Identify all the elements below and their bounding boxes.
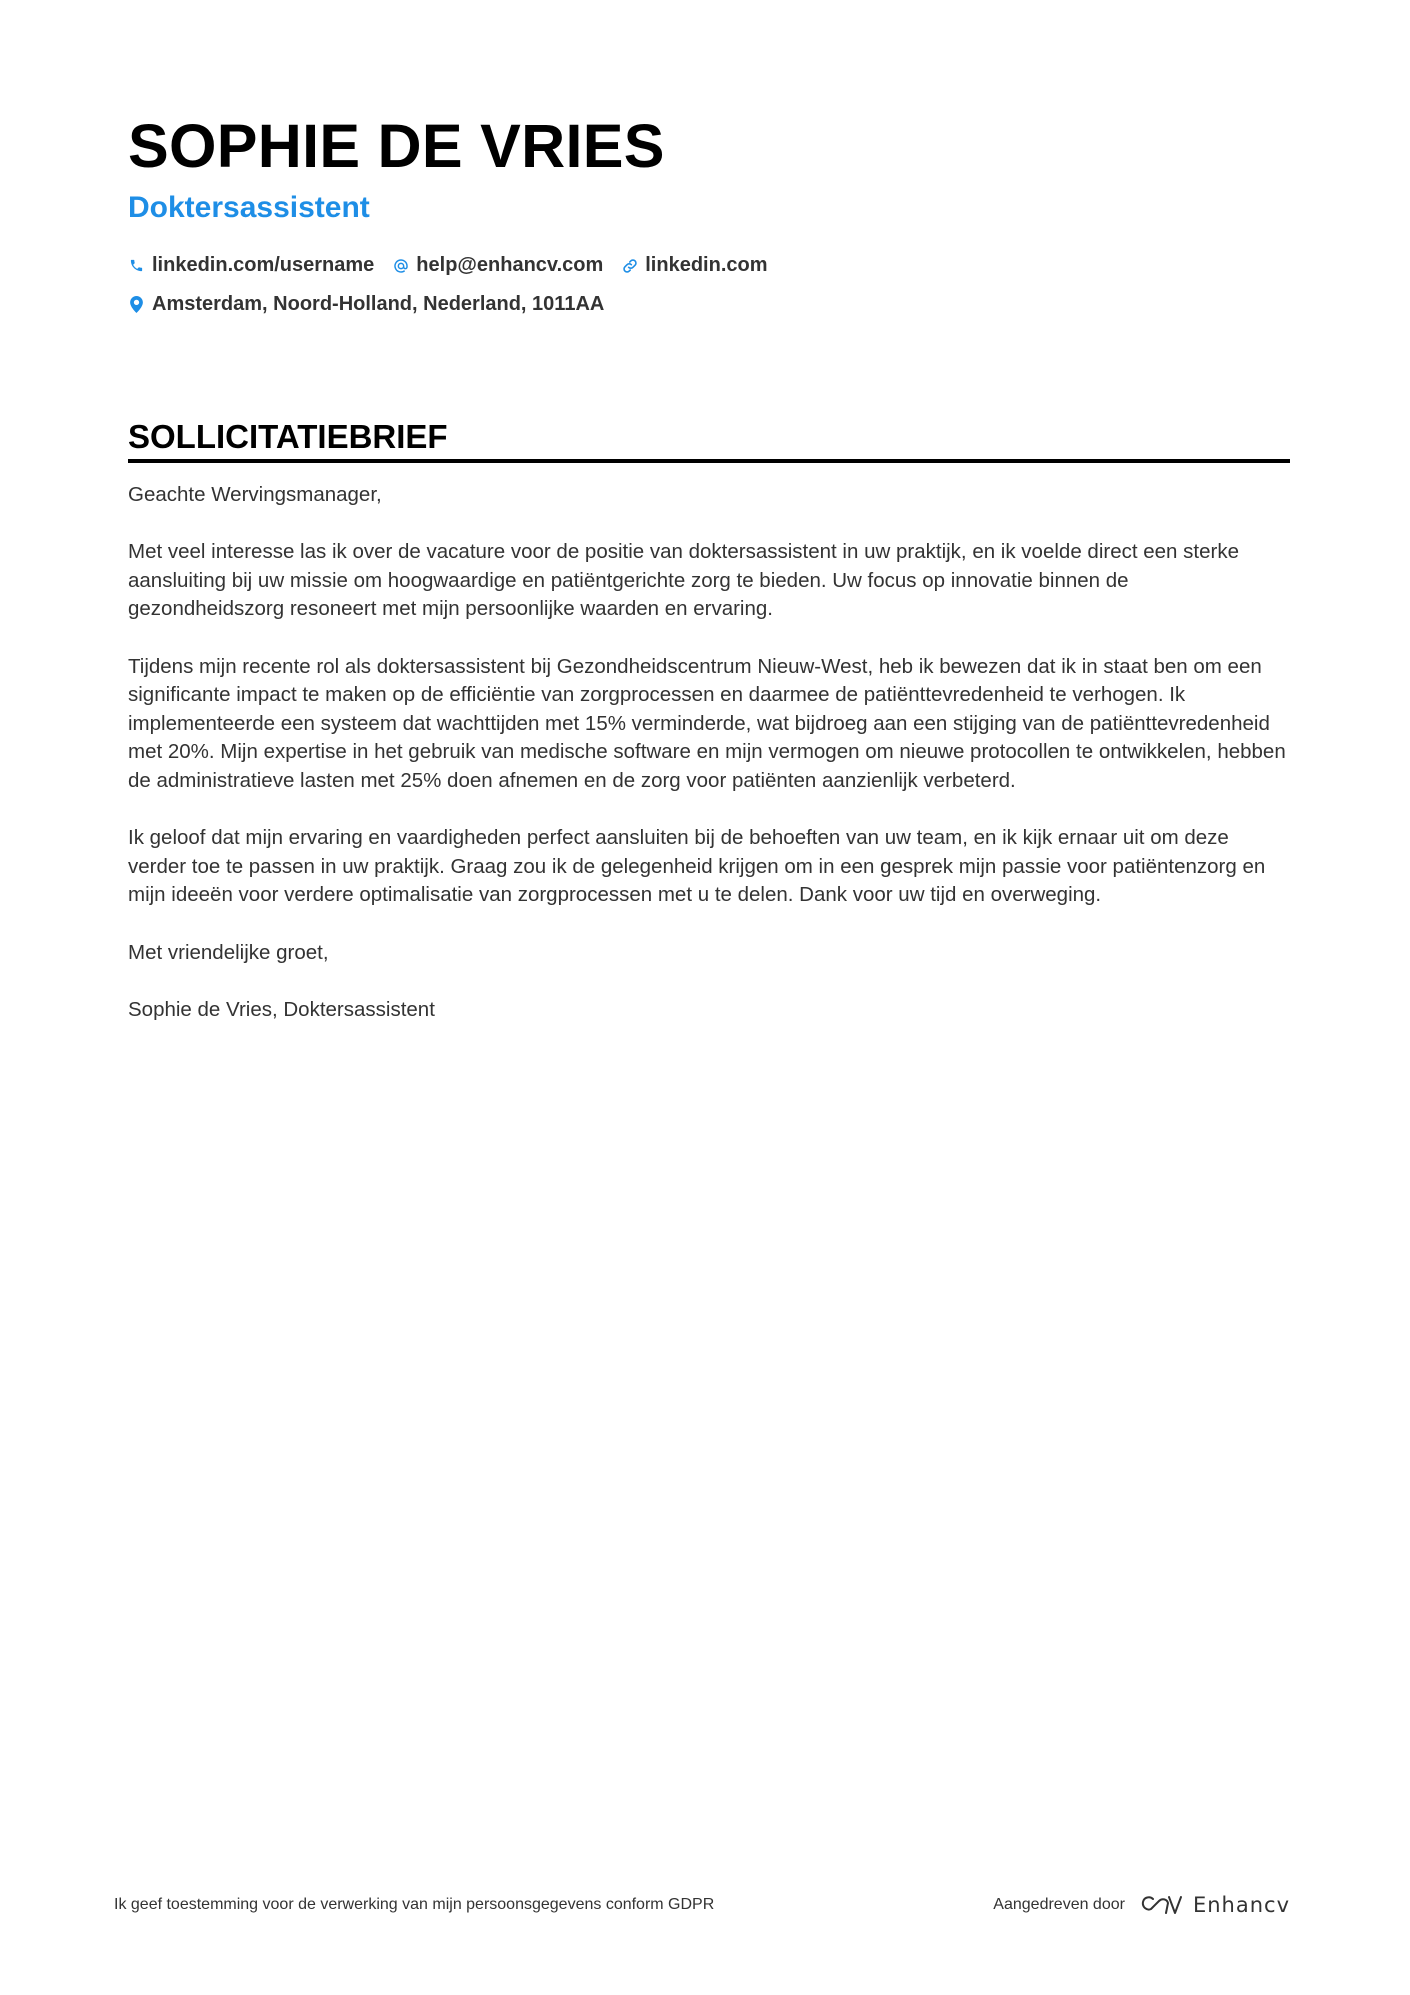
- phone-icon: [128, 256, 145, 276]
- section-title: SOLLICITATIEBRIEF: [128, 417, 1290, 463]
- link-icon: [621, 256, 638, 276]
- letter-paragraph: Ik geloof dat mijn ervaring en vaardigheden perfect aansluiten bij de behoeften van uw team, en ik kijk ernaar uit om deze verder toe te passen in uw praktijk. Graag zou ik de gelegenheid krijgen om in een gesprek mijn passie voor patiëntenzorg en mijn ideeën voor verdere optimalisatie van zorgprocessen met u te delen. Dank voor uw tijd en overweging.: [128, 826, 1266, 907]
- letter-closing: Met vriendelijke groet,: [128, 940, 329, 964]
- contact-info: [128, 246, 1290, 324]
- contact-website[interactable]: [621, 254, 767, 277]
- contact-location-text: Amsterdam, Noord-Holland, Nederland, 1011AA: [152, 293, 605, 315]
- at-icon: [392, 256, 409, 276]
- powered-by[interactable]: [993, 1893, 1290, 1917]
- enhancv-logo-icon: [1139, 1893, 1183, 1917]
- applicant-name: SOPHIE DE VRIES: [128, 112, 665, 180]
- powered-by-label: Aangedreven door: [993, 1896, 1125, 1913]
- enhancv-brand-name: Enhancv: [1192, 1893, 1290, 1917]
- letter-paragraph: Met veel interesse las ik over de vacature voor de positie van doktersassistent in uw praktijk, en ik voelde direct een sterke aansluiting bij uw missie om hoogwaardige en patiëntgerichte zorg te bieden. Uw focus op innovatie binnen de gezondheidszorg resoneert met mijn persoonlijke waarden en ervaring.: [128, 540, 1239, 621]
- cover-letter-page: [128, 110, 1290, 1053]
- contact-phone-text: linkedin.com/username: [152, 254, 375, 276]
- letter-signature: Sophie de Vries, Doktersassistent: [128, 997, 435, 1021]
- contact-email[interactable]: [392, 254, 603, 277]
- letter-greeting: Geachte Wervingsmanager,: [128, 483, 382, 506]
- contact-phone[interactable]: [128, 254, 374, 277]
- contact-row-primary: [128, 246, 1290, 285]
- letter-paragraph: Tijdens mijn recente rol als doktersassistent bij Gezondheidscentrum Nieuw-West, heb ik bewezen dat ik in staat ben om een significante impact te maken op de efficiëntie van zorgprocessen en daarmee de patiënttevredenheid te verhogen. Ik implementeerde een systeem dat wachttijden met 15% verminderde, wat bijdroeg aan een stijging van de patiënttevredenheid met 20%. Mijn expertise in het gebruik van medische software en mijn vermogen om nieuwe protocollen te ontwikkelen, hebben de administratieve lasten met 25% doen afnemen en de zorg voor patiënten aanzienlijk verbeterd.: [128, 654, 1286, 792]
- job-title: Doktersassistent: [128, 191, 370, 224]
- contact-website-text: linkedin.com: [645, 254, 768, 276]
- contact-location: [128, 293, 604, 316]
- footer: [114, 1890, 1290, 1920]
- contact-row-secondary: [128, 285, 1290, 324]
- gdpr-consent-text: Ik geef toestemming voor de verwerking van mijn persoonsgegevens conform GDPR: [114, 1896, 715, 1913]
- contact-email-text: help@enhancv.com: [416, 254, 604, 276]
- cover-letter-section: [128, 417, 1290, 1024]
- letter-body: [128, 481, 1290, 1024]
- location-pin-icon: [128, 295, 145, 315]
